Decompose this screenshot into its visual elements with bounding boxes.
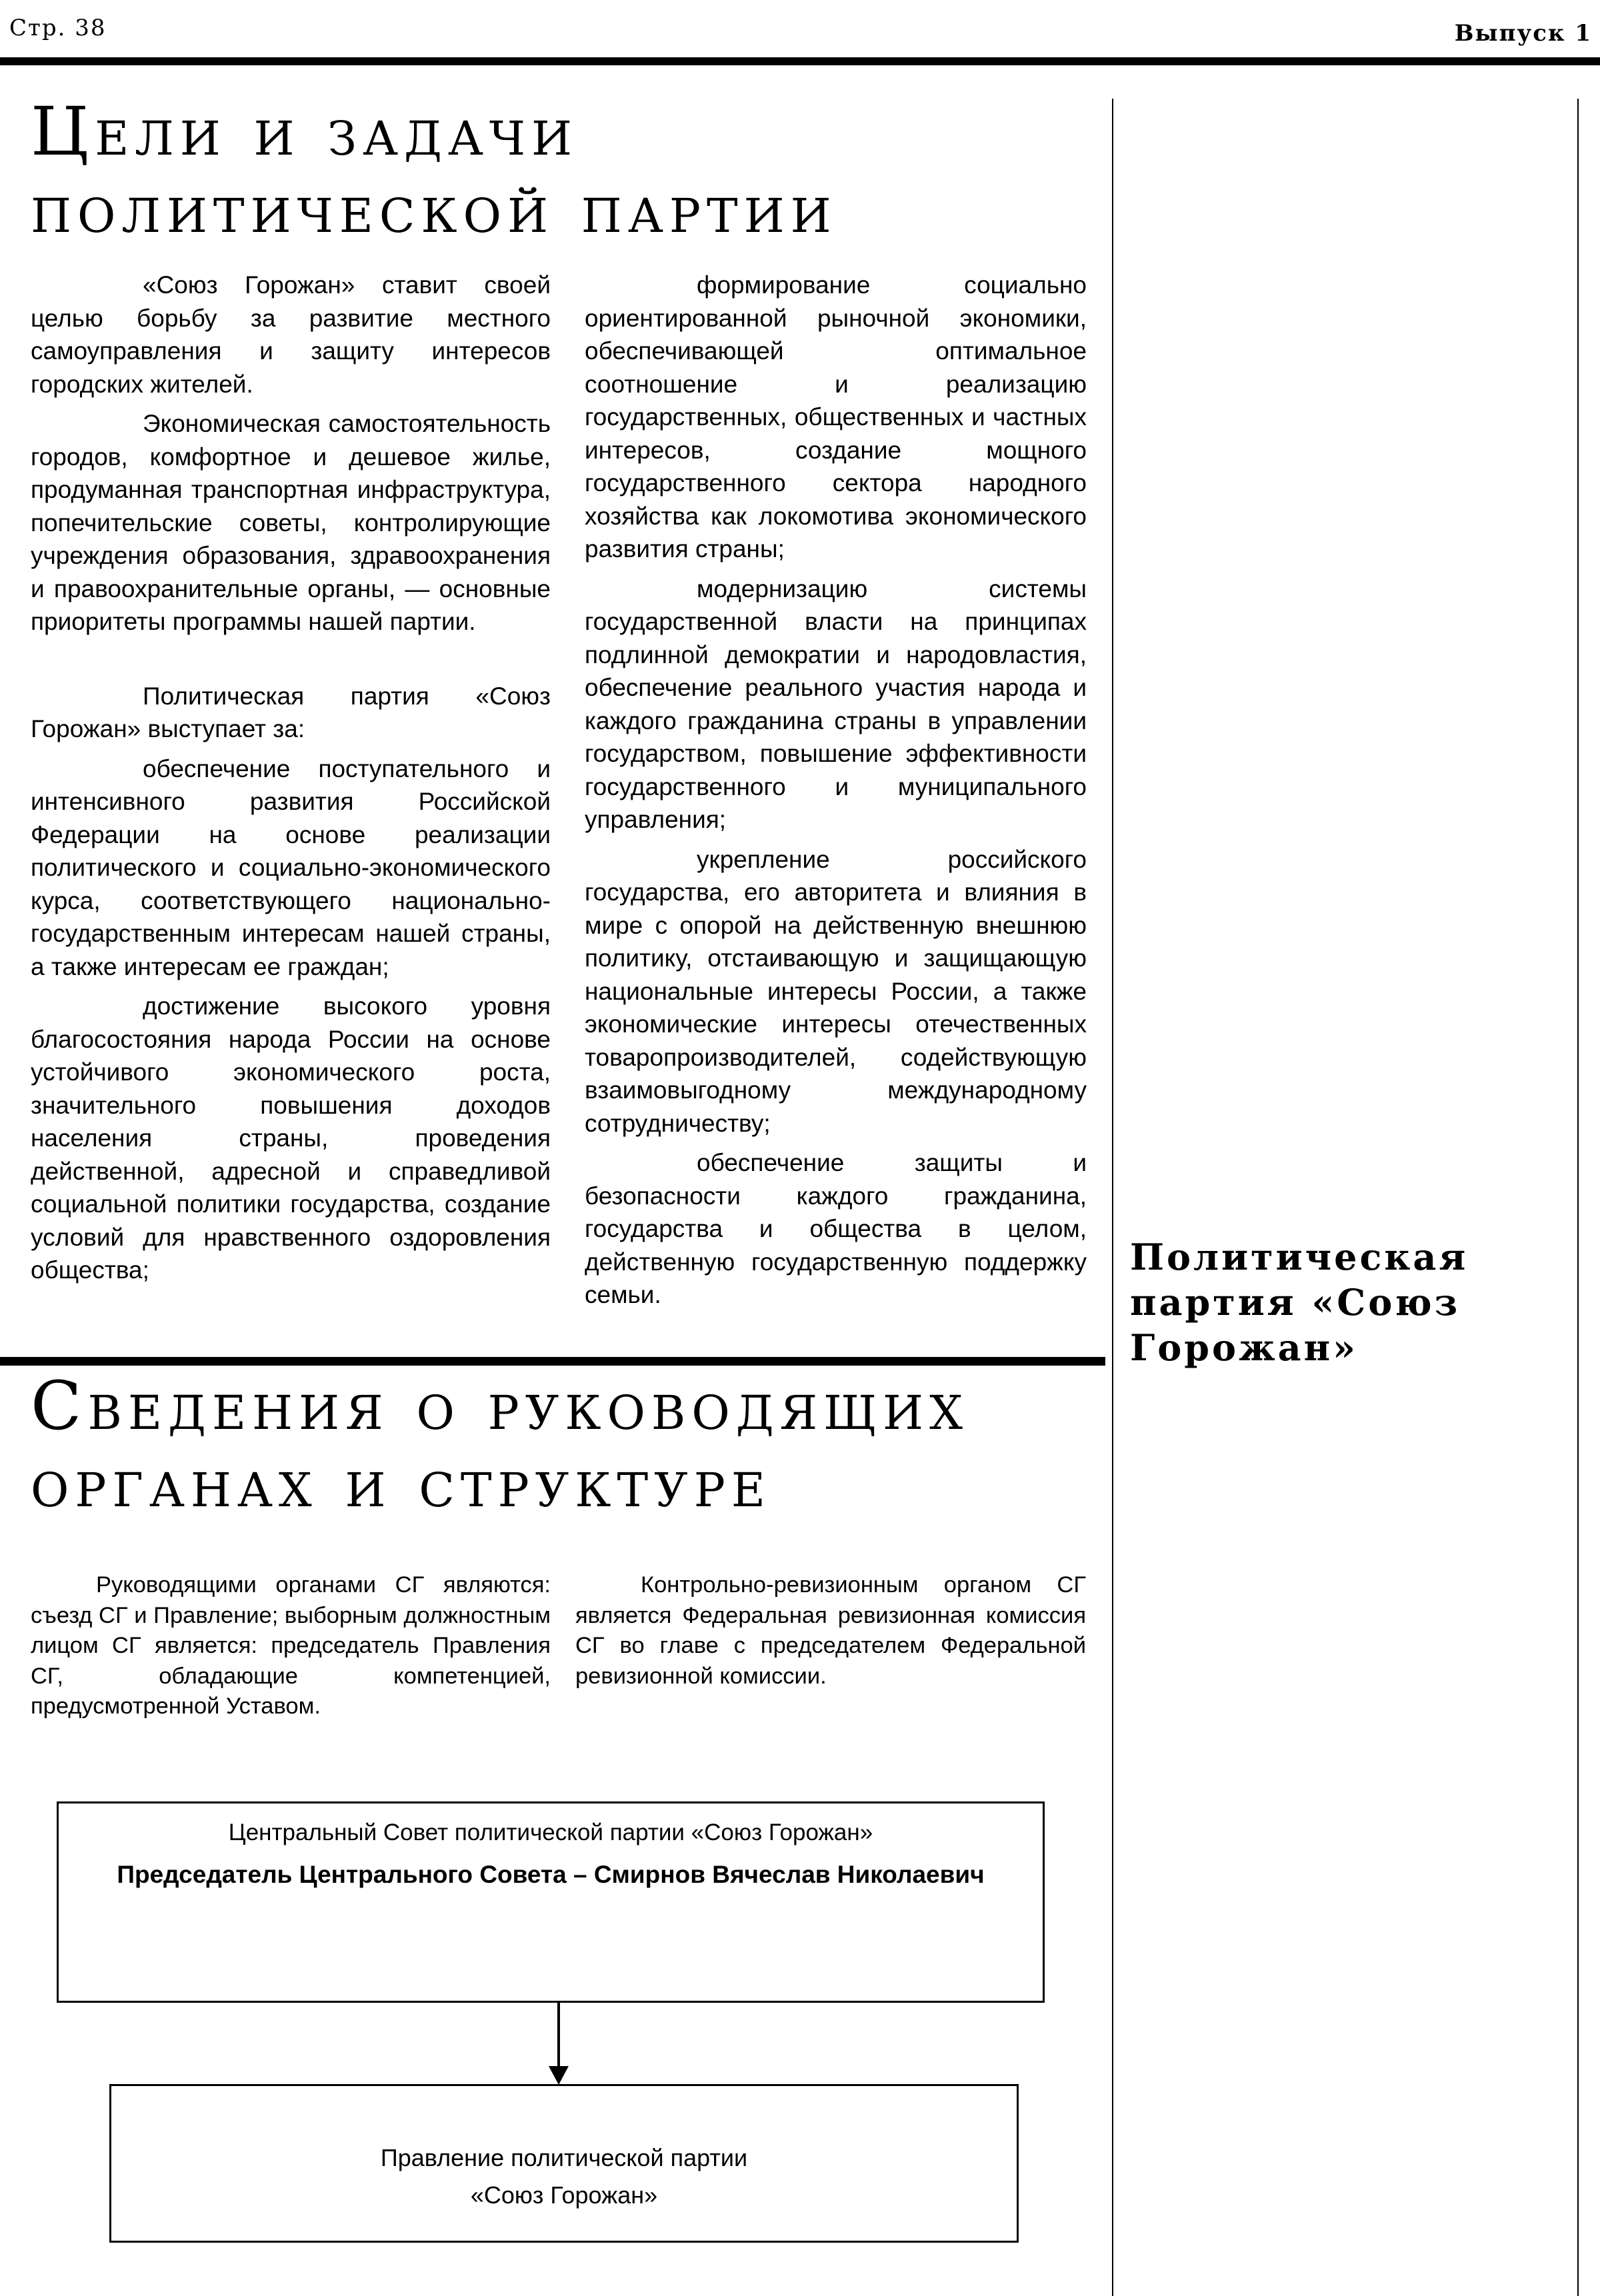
structure-column-left xyxy=(31,1570,551,1722)
paragraph: Политическая партия «Союз Горожан» выступает за: xyxy=(31,682,551,742)
title-line: Цели и задачи xyxy=(31,93,579,171)
title-line: органах и структуре xyxy=(31,1444,771,1522)
paragraph: Контрольно-ревизионным органом СГ является Федеральная ревизионная комиссия СГ во главе с председателем Федеральной ревизионной комиссии. xyxy=(575,1572,1086,1689)
issue-number: Выпуск 1 xyxy=(1454,20,1592,47)
header-rule xyxy=(0,57,1600,65)
paragraph: модернизацию системы государственной власти на принципах подлинной демократии и народовластия, обеспечение реального участия народа и каждого гражданина страны в управлении государством, повышение эффективности государственного и муниципального управления; xyxy=(585,574,1087,833)
org-box-chairman: Председатель Центрального Совета – Смирнов Вячеслав Николаевич xyxy=(117,1861,985,1888)
arrow-down-icon xyxy=(549,2066,569,2085)
goals-column-right xyxy=(585,269,1087,1312)
org-arrow-line xyxy=(557,2002,560,2069)
org-box-title: Правление политической партии xyxy=(380,2144,748,2171)
paragraph: формирование социально ориентированной рыночной экономики, обеспечивающей оптимальное соотношение и реализацию государственных, общественных и частных интересов, создание мощного государственного сектора народного хозяйства как локомотива экономического развития страны; xyxy=(585,271,1087,563)
structure-column-right xyxy=(575,1570,1086,1692)
paragraph: «Союз Горожан» ставит своей целью борьбу за развитие местного самоуправления и защиту интересов городских жителей. xyxy=(31,271,551,398)
page-number: Стр. 38 xyxy=(9,15,107,41)
org-box-subtitle: «Союз Горожан» xyxy=(470,2181,658,2209)
paragraph: укрепление российского государства, его авторитета и влияния в мире с опорой на действенную внешнюю политику, отстаивающую и защищающую национальные интересы России, а также экономические интересы отечественных товаропроизводителей, содействующую взаимовыгодному международному сотрудничеству; xyxy=(585,845,1087,1137)
section-title-structure xyxy=(31,1368,1084,1522)
column-divider-left xyxy=(1112,99,1113,2296)
goals-column-left xyxy=(31,269,551,1287)
title-line: Сведения о руководящих xyxy=(31,1367,969,1445)
org-box-board xyxy=(109,2084,1019,2243)
org-box-central-council xyxy=(57,1801,1045,2003)
column-divider-right xyxy=(1577,99,1579,2296)
section-rule xyxy=(0,1357,1105,1366)
paragraph: обеспечение защиты и безопасности каждого гражданина, государства и общества в целом, действенную государственную поддержку семьи. xyxy=(585,1149,1087,1308)
org-box-title: Центральный Совет политической партии «Союз Горожан» xyxy=(228,1819,873,1845)
paragraph: Руководящими органами СГ являются: съезд СГ и Правление; выборным должностным лицом СГ является: председатель Правления СГ, обладающие компетенцией, предусмотренной Уставом. xyxy=(31,1572,551,1719)
paragraph: Экономическая самостоятельность городов, комфортное и дешевое жилье, продуманная транспортная инфраструктура, попечительские советы, контролирующие учреждения образования, здравоохранения и правоохранительные органы, — основные приоритеты программы нашей партии. xyxy=(31,410,551,635)
section-title-goals xyxy=(31,93,1084,248)
sidebar-title: Политическая партия «Союз Горожан» xyxy=(1130,1236,1469,1369)
paragraph: обеспечение поступательного и интенсивного развития Российской Федерации на основе реализации политического и социально-экономического курса, соответствующего национально-государственным интересам нашей страны, а также интересам ее граждан; xyxy=(31,754,551,980)
paragraph: достижение высокого уровня благосостояния народа России на основе устойчивого экономического роста, значительного повышения доходов населения страны, проведения действенной, адресной и справедливой социальной политики государства, создание условий для нравственного оздоровления общества; xyxy=(31,992,551,1284)
title-line: политической партии xyxy=(31,170,837,248)
